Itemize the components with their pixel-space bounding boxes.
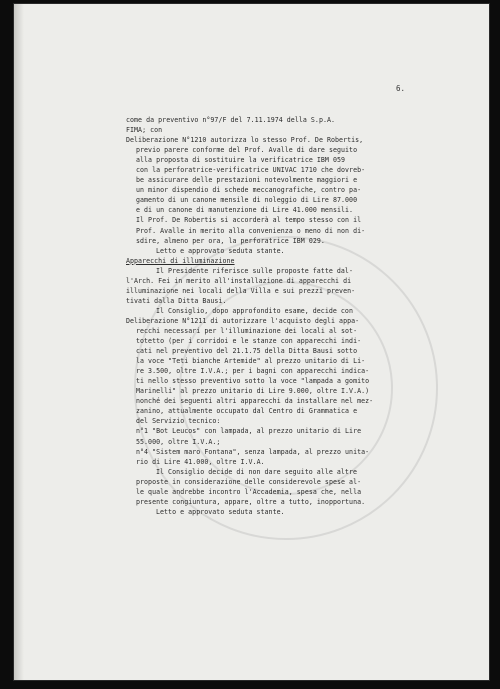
text-line: proposte in considerazione delle considerevole spese al- xyxy=(136,477,362,486)
page-binding-edge xyxy=(14,4,24,680)
text-line: cati nel preventivo del 21.1.75 della Ditta Bausi sotto xyxy=(136,347,358,356)
text-line: FIMA; con xyxy=(126,126,163,135)
text-line: Il Prof. De Robertis si accorderà al tempo stesso con il xyxy=(136,216,362,225)
text-line: Il Consiglio, dopo approfondito esame, decide con xyxy=(156,306,353,315)
text-line: be assicurare delle prestazioni notevolmente maggiori e xyxy=(136,176,358,185)
text-line: n°4 "Sistem maro Fontana", senza lampada, al prezzo unita- xyxy=(136,447,370,456)
text-line: l'Arch. Fei in merito all'installazione di apparecchi di xyxy=(126,276,352,285)
text-line: gamento di un canone mensile di noleggio di Lire 87.000 xyxy=(136,196,358,205)
section-heading: Apparecchi di illuminazione xyxy=(126,256,235,265)
text-line: rio di Lire 41.000, oltre I.V.A. xyxy=(136,457,265,466)
text-line: zanino, attualmente occupato dal Centro di Grammatica e xyxy=(136,407,358,416)
text-line: Marinelli" al prezzo unitario di Lire 9.000, oltre I.V.A.) xyxy=(136,387,370,396)
text-line: presente congiuntura, appare, oltre a tutto, inopportuna. xyxy=(136,497,366,506)
text-line: illuminazione nei locali della Villa e sui prezzi preven- xyxy=(126,286,356,295)
text-line: Prof. Avalle in merito alla convenienza o meno di non di- xyxy=(136,226,366,235)
text-line: alla proposta di sostituire la verificatrice IBM 059 xyxy=(136,156,346,165)
text-line: Il Presidente riferisce sulle proposte fatte dal- xyxy=(156,266,353,275)
text-line: tivati dalla Ditta Bausi. xyxy=(126,296,227,305)
text-line: sdire, almeno per ora, la perforatrice IBM 029. xyxy=(136,236,325,245)
text-line: Il Consiglio decide di non dare seguito alle altre xyxy=(156,467,357,476)
text-line: Deliberazione N°1211 di autorizzare l'acquisto degli appa- xyxy=(126,316,360,325)
text-line: recchi necessari per l'illuminazione dei locali al sot- xyxy=(136,326,358,335)
document-page xyxy=(14,4,489,680)
page-number: 6. xyxy=(396,84,406,93)
text-line: n°1 "Bot Leucos" con lampada, al prezzo unitario di Lire xyxy=(136,427,362,436)
text-line: e di un canone di manutenzione di Lire 41.000 mensili. xyxy=(136,206,354,215)
text-line: come da preventivo n°97/F del 7.11.1974 della S.p.A. xyxy=(126,116,336,124)
text-line: Letto e approvato seduta stante. xyxy=(156,246,285,255)
text-line: un minor dispendio di schede meccanografiche, contro pa- xyxy=(136,186,362,195)
text-line: ti nello stesso preventivo sotto la voce "lampada a gomito xyxy=(136,377,370,386)
text-line: totetto (per i corridoi e le stanze con apparecchi indi- xyxy=(136,337,362,346)
text-line: Deliberazione N°1210 autorizza lo stesso Prof. De Robertis, xyxy=(126,136,364,145)
text-line: le quale andrebbe incontro l'Accademia, spesa che, nella xyxy=(136,487,362,496)
text-line: re 3.500, oltre I.V.A.; per i bagni con apparecchi indica- xyxy=(136,367,370,376)
text-line: nonché dei seguenti altri apparecchi da installare nel mez- xyxy=(136,397,374,406)
text-line: 55.000, oltre I.V.A.; xyxy=(136,437,221,446)
minutes-body xyxy=(126,115,426,517)
text-line: la voce "Teti bianche Artemide" al prezzo unitario di Li- xyxy=(136,357,366,366)
text-line: del Servizio tecnico: xyxy=(136,417,221,426)
text-line: previo parere conforme del Prof. Avalle di dare seguito xyxy=(136,146,358,155)
text-line: con la perforatrice-verificatrice UNIVAC 1710 che dovreb- xyxy=(136,166,366,175)
text-line: Letto e approvato seduta stante. xyxy=(156,507,285,516)
